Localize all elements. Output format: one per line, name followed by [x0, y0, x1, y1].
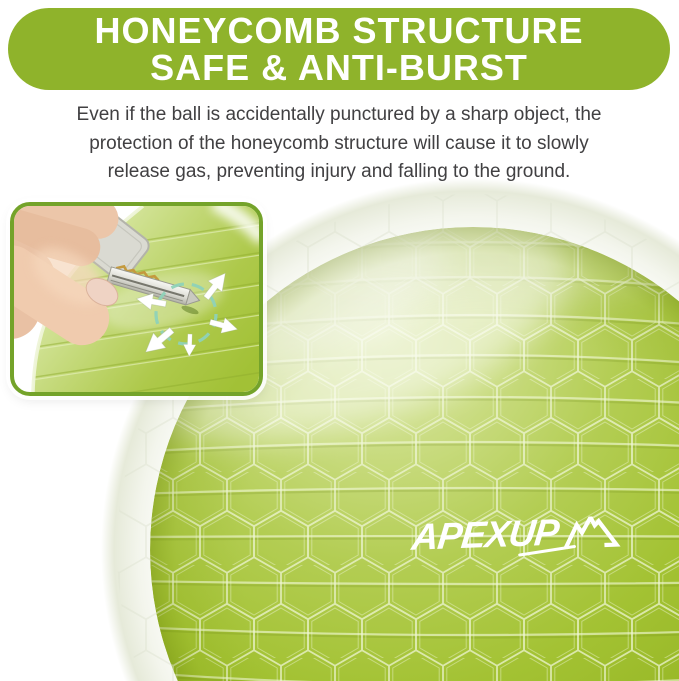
description-line3: release gas, preventing injury and falling to the ground.: [107, 161, 571, 182]
puncture-demo-inset: [10, 202, 263, 396]
description-line2: protection of the honeycomb structure will cause it to slowly: [89, 132, 589, 154]
banner: [8, 8, 670, 90]
brand-name: APEXUP: [409, 511, 561, 558]
description-line1: Even if the ball is accidentally punctured by a sharp object, the: [76, 104, 602, 125]
banner-title-line1: HONEYCOMB STRUCTURE: [94, 10, 584, 51]
brand-logo: [411, 506, 625, 561]
banner-title-line2: SAFE & ANTI-BURST: [150, 47, 528, 88]
description-text: [29, 101, 649, 187]
hand-key-icon: [14, 206, 259, 392]
mountain-icon: [514, 515, 625, 561]
